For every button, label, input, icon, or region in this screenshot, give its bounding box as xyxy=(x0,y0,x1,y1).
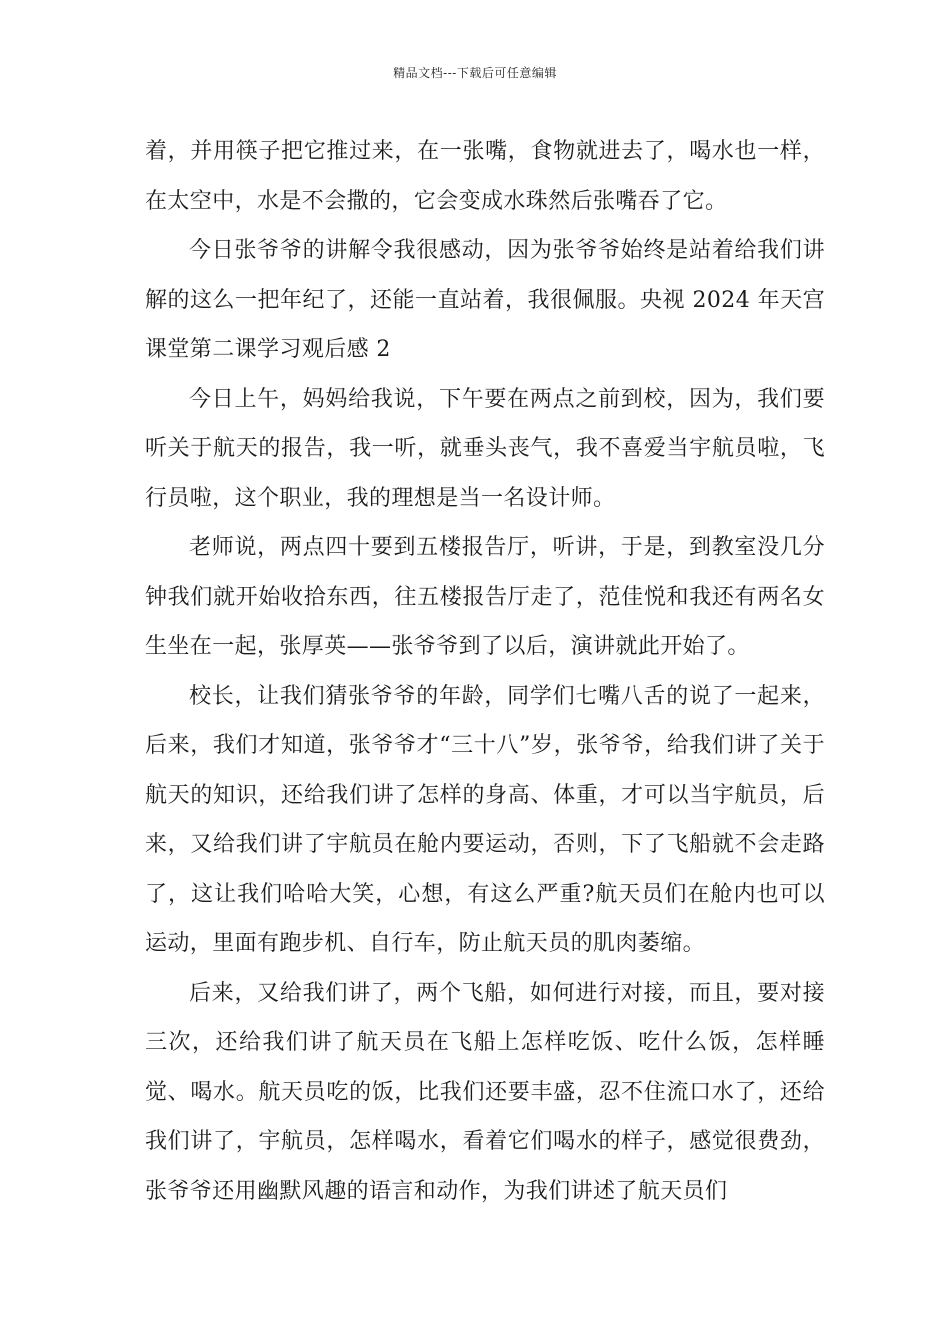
paragraph-continuation: 着，并用筷子把它推过来，在一张嘴，食物就进去了，喝水也一样，在太空中，水是不会撒的，它会变成水珠然后张嘴吞了它。 xyxy=(145,139,825,214)
paragraph: 今日上午，妈妈给我说，下午要在两点之前到校，因为，我们要听关于航天的报告，我一听，就垂头丧气，我不喜爱当宇航员啦，飞行员啦，这个职业，我的理想是当一名设计师。 xyxy=(145,386,825,511)
paragraph: 校长，让我们猜张爷爷的年龄，同学们七嘴八舌的说了一起来，后来，我们才知道，张爷爷才“三十八”岁，张爷爷，给我们讲了关于航天的知识，还给我们讲了怎样的身高、体重，才可以当宇航员，后来，又给我们讲了宇航员在舱内要运动，否则，下了飞船就不会走路了，这让我们哈哈大笑，心想，有这么严重?航天员们在舱内也可以运动，里面有跑步机、自行车，防止航天员的肌肉萎缩。 xyxy=(145,683,825,956)
document-body xyxy=(145,127,825,1216)
paragraph: 老师说，两点四十要到五楼报告厅，听讲，于是，到教室没几分钟我们就开始收拾东西，往五楼报告厅走了，范佳悦和我还有两名女生坐在一起，张厚英——张爷爷到了以后，演讲就此开始了。 xyxy=(145,535,825,659)
paragraph: 后来，又给我们讲了，两个飞船，如何进行对接，而且，要对接三次，还给我们讲了航天员在飞船上怎样吃饭、吃什么饭，怎样睡觉、喝水。航天员吃的饭，比我们还要丰盛，忍不住流口水了，还给我们讲了，宇航员，怎样喝水，看着它们喝水的样子，感觉很费劲，张爷爷还用幽默风趣的语言和动作，为我们讲述了航天员们 xyxy=(145,980,825,1204)
paragraph: 今日张爷爷的讲解令我很感动，因为张爷爷始终是站着给我们讲解的这么一把年纪了，还能一直站着，我很佩服。央视 2024 年天宫课堂第二课学习观后感 2 xyxy=(145,238,825,362)
page-header: 精品文档---下载后可任意编辑 xyxy=(393,66,557,80)
